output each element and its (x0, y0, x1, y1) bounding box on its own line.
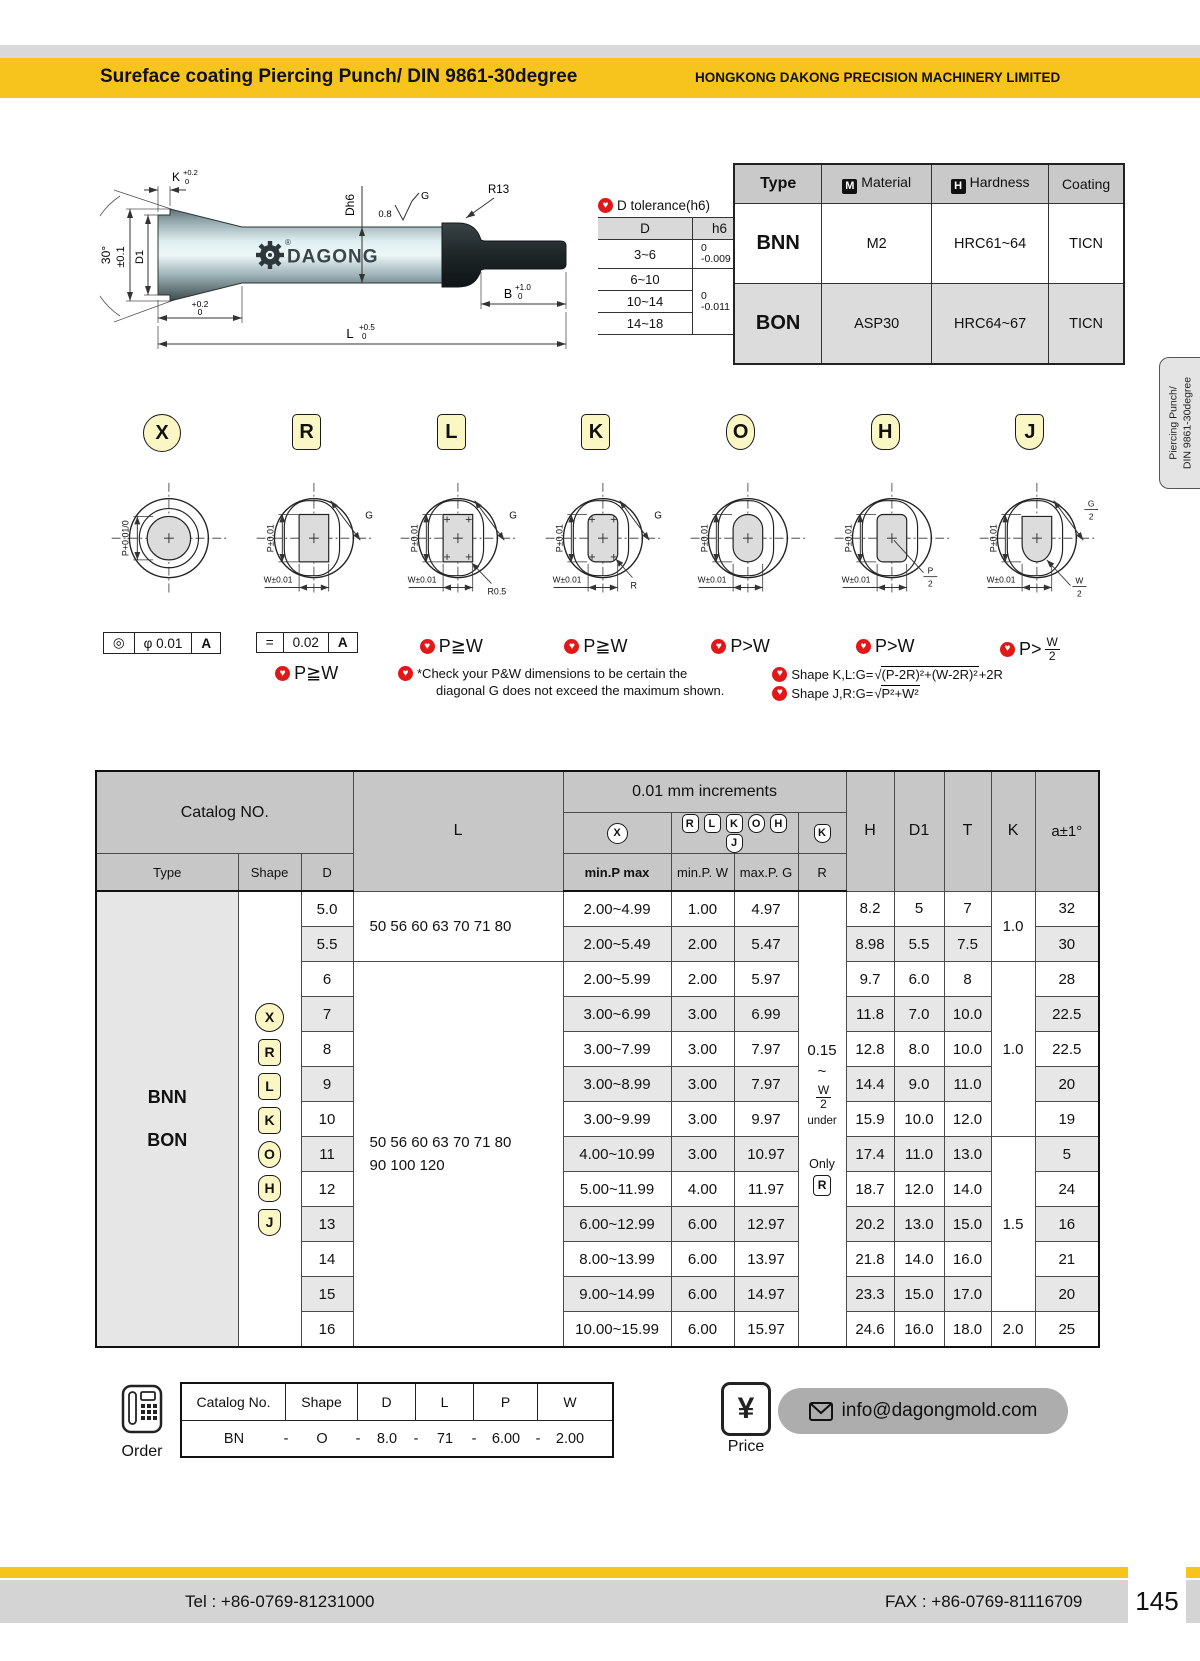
t-header: T (944, 771, 991, 891)
table-cell: 3.00~9.99 (563, 1102, 671, 1137)
table-cell: 10.97 (734, 1137, 798, 1172)
svg-text:P±0.01: P±0.01 (699, 524, 710, 553)
svg-text:P+0.01/0: P+0.01/0 (120, 520, 131, 557)
email-contact[interactable] (778, 1388, 1068, 1434)
table-cell: 5.47 (734, 927, 798, 962)
order-value: O (316, 1430, 328, 1447)
order-section (112, 1384, 172, 1461)
dim-head-tol: ±0.1 (115, 246, 127, 268)
page-header (0, 58, 1200, 98)
shape-badge-x-icon: X (255, 1003, 284, 1032)
tolerance-title: D tolerance(h6) (617, 198, 711, 213)
cross-section-k (522, 476, 670, 626)
shape-section-k (524, 414, 668, 684)
d1-header: D1 (894, 771, 944, 891)
shape-section-r (235, 414, 379, 684)
order-col-header: D (358, 1384, 416, 1420)
email-icon (809, 1402, 833, 1421)
table-cell: 15.0 (944, 1207, 991, 1242)
quality-mark-icon: ♥ (772, 667, 787, 682)
table-cell: 8 (944, 962, 991, 997)
table-cell: 12.0 (894, 1172, 944, 1207)
table-cell: 20 (1035, 1067, 1099, 1102)
svg-text:P±0.01: P±0.01 (988, 524, 999, 553)
svg-text:P±0.01: P±0.01 (554, 524, 565, 553)
price-icon: ¥ (721, 1382, 771, 1436)
cross-section-j (956, 476, 1104, 626)
table-cell: 17.0 (944, 1277, 991, 1312)
shape-section-x (90, 414, 234, 684)
hardness-icon: H (951, 179, 966, 194)
material-icon: M (842, 179, 857, 194)
table-cell: 13.0 (944, 1137, 991, 1172)
table-cell: 4.00 (671, 1172, 734, 1207)
shape-badge-k-icon: K (581, 414, 610, 450)
badge-r-icon: R (813, 1175, 831, 1196)
phone-icon (119, 1384, 165, 1436)
order-col-header: Catalog No. (182, 1384, 286, 1420)
badge-o-icon: O (748, 814, 765, 833)
side-tab-line1: Piercing Punch/ (1166, 386, 1179, 460)
quality-mark-icon: ♥ (772, 686, 787, 701)
table-cell: 22.5 (1035, 1032, 1099, 1067)
min-p-max-header: min.P max (563, 854, 671, 892)
shape-col-header: Shape (238, 854, 301, 892)
shape-badges-cell (238, 891, 301, 1347)
table-cell: 7.5 (944, 927, 991, 962)
table-cell: 16 (1035, 1207, 1099, 1242)
condition-label: ♥ P>W (856, 636, 915, 657)
quality-mark-icon: ♥ (711, 639, 726, 654)
shape-badge-h-icon: H (871, 414, 900, 450)
table-cell: 6.00 (671, 1207, 734, 1242)
shape-badge-j-icon: J (258, 1209, 281, 1236)
cross-section-r (233, 476, 381, 626)
order-value: BN (223, 1430, 245, 1447)
table-cell: 18.0 (944, 1312, 991, 1348)
table-cell: 17.4 (846, 1137, 894, 1172)
table-cell: 9.97 (734, 1102, 798, 1137)
dim-k: K (172, 170, 181, 184)
dim-dh6: Dh6 (343, 193, 357, 217)
badge-k2-icon: K (814, 824, 831, 843)
quality-mark-icon: ♥ (420, 639, 435, 654)
badge-r-icon: R (682, 814, 699, 833)
table-cell: 4.97 (734, 891, 798, 927)
tol-row: 6~10 (598, 269, 693, 291)
footer-yellow-stub (1186, 1567, 1200, 1578)
table-cell: 7 (301, 997, 353, 1032)
table-cell: 6.0 (894, 962, 944, 997)
shape-badge-r-icon: R (258, 1039, 281, 1066)
svg-text:+0.2: +0.2 (191, 299, 209, 309)
order-col-header: Shape (286, 1384, 358, 1420)
table-cell: 7.97 (734, 1032, 798, 1067)
quality-mark-icon: ♥ (275, 666, 290, 681)
punch-technical-drawing (100, 160, 590, 365)
increments-header: 0.01 mm increments (563, 771, 846, 813)
table-cell: 10.0 (944, 1032, 991, 1067)
table-cell: 16 (301, 1312, 353, 1348)
table-cell: 9 (301, 1067, 353, 1102)
x-badge-header (563, 813, 671, 854)
table-cell: 14.97 (734, 1277, 798, 1312)
g-formulas: ♥ Shape K,L:G= √ (P-2R)²+(W-2R)² +2R ♥ Shape J,R:G= √ P²+W² (772, 666, 1003, 701)
table-cell: 7.97 (734, 1067, 798, 1102)
table-cell: 5.5 (894, 927, 944, 962)
table-cell: 12 (301, 1172, 353, 1207)
table-cell: 7 (944, 891, 991, 927)
side-tab-line2: DIN 9861-30degree (1180, 376, 1193, 470)
type-row-bon: BON ASP30 HRC64~67 TICN (734, 284, 1124, 365)
order-value: 71 (436, 1430, 454, 1447)
svg-text:W±0.01: W±0.01 (697, 574, 727, 585)
catalog-no-header: Catalog NO. (96, 771, 353, 854)
shape-badge-x-icon: X (143, 414, 181, 452)
table-cell: 5.0 (301, 891, 353, 927)
svg-text:+0.2: +0.2 (183, 168, 198, 177)
svg-text:G: G (509, 510, 518, 522)
table-row (96, 891, 1099, 927)
order-col-header: W (563, 1394, 577, 1410)
svg-text:W±0.01: W±0.01 (552, 574, 582, 585)
order-example-table: Catalog No. Shape D L P W BN - O - 8.0 - 71 - 6.00 - 2.00 (180, 1382, 614, 1458)
order-label: Order (121, 1443, 163, 1460)
type-row-bnn: BNN M2 HRC61~64 TICN (734, 204, 1124, 284)
svg-text:P: P (927, 565, 934, 576)
tel-number: Tel : +86-0769-81231000 (185, 1592, 375, 1611)
table-cell: 12.0 (944, 1102, 991, 1137)
svg-text:G: G (654, 510, 662, 522)
table-cell: 9.7 (846, 962, 894, 997)
cross-section-o (667, 476, 815, 626)
table-cell: 6.99 (734, 997, 798, 1032)
order-col-header: L (416, 1384, 474, 1420)
shape-badge-l-icon: L (437, 414, 466, 450)
cross-section-x (88, 476, 236, 626)
table-cell: 15.97 (734, 1312, 798, 1348)
table-cell: 2.00 (671, 962, 734, 997)
svg-text:+0.5: +0.5 (359, 323, 375, 332)
table-cell: 12.97 (734, 1207, 798, 1242)
table-cell: 8.98 (846, 927, 894, 962)
footer-yellow-bar (0, 1567, 1128, 1578)
table-cell: 24 (1035, 1172, 1099, 1207)
notes (398, 666, 1003, 701)
shape-badge-l-icon: L (258, 1073, 281, 1100)
table-cell: 10.0 (944, 997, 991, 1032)
table-cell: 2.00~5.99 (563, 962, 671, 997)
tol-row: 3~6 (598, 240, 693, 269)
main-data-table (95, 770, 1100, 1348)
table-cell: 13.97 (734, 1242, 798, 1277)
table-cell: 3.00~6.99 (563, 997, 671, 1032)
table-cell: 10.0 (894, 1102, 944, 1137)
r-col-header: R (798, 854, 846, 892)
table-cell: 3.00 (671, 1032, 734, 1067)
table-cell: 21.8 (846, 1242, 894, 1277)
table-cell: 4.00~10.99 (563, 1137, 671, 1172)
svg-text:R: R (630, 580, 637, 591)
table-cell: 6.00 (671, 1312, 734, 1348)
dim-r13: R13 (488, 184, 510, 196)
table-cell: 16.0 (894, 1312, 944, 1348)
quality-mark-icon: ♥ (598, 198, 613, 213)
table-cell: 10 (301, 1102, 353, 1137)
tol-row: 14~18 (598, 313, 693, 335)
shape-badges-header (671, 813, 798, 854)
table-cell: 11.0 (894, 1137, 944, 1172)
condition-label: ♥ P>W (711, 636, 770, 657)
condition-label: ♥ P≧W (420, 636, 483, 657)
company-name: HONGKONG DAKONG PRECISION MACHINERY LIMITED (695, 70, 1061, 85)
shape-badge-o-icon: O (726, 414, 755, 450)
table-cell: 8.0 (894, 1032, 944, 1067)
top-gray-bar (0, 45, 1200, 58)
table-cell: 9.00~14.99 (563, 1277, 671, 1312)
shape-badge-j-icon: J (1015, 414, 1044, 450)
l-values-cell: 50 56 60 63 70 71 80 90 100 120 (353, 962, 563, 1348)
min-p-w-header: min.P. W (671, 854, 734, 892)
l-values-cell: 50 56 60 63 70 71 80 (353, 891, 563, 962)
table-cell: 6.00~12.99 (563, 1207, 671, 1242)
shape-section-j (958, 414, 1102, 684)
table-cell: 5.97 (734, 962, 798, 997)
table-cell: 16.0 (944, 1242, 991, 1277)
table-cell: 15 (301, 1277, 353, 1312)
table-cell: 20 (1035, 1277, 1099, 1312)
feature-control-frame: = 0.02 A (256, 632, 358, 653)
d-col-header: D (301, 854, 353, 892)
table-cell: 28 (1035, 962, 1099, 997)
table-cell: 3.00~7.99 (563, 1032, 671, 1067)
shape-badge-r-icon: R (292, 414, 321, 450)
badge-k-icon: K (726, 814, 743, 833)
svg-text:P±0.01: P±0.01 (409, 524, 420, 553)
max-p-g-header: max.P. G (734, 854, 798, 892)
table-cell: 5 (894, 891, 944, 927)
table-cell: 8.2 (846, 891, 894, 927)
k-merged-cell: 1.5 (991, 1137, 1035, 1312)
svg-text:0: 0 (362, 332, 367, 341)
table-cell: 2.00~4.99 (563, 891, 671, 927)
table-cell: 15.0 (894, 1277, 944, 1312)
badge-h-icon: H (770, 814, 787, 833)
table-cell: 11.0 (944, 1067, 991, 1102)
table-cell: 5.5 (301, 927, 353, 962)
condition-label: ♥ P≧W (275, 663, 338, 684)
table-cell: 3.00 (671, 997, 734, 1032)
table-cell: 13 (301, 1207, 353, 1242)
table-cell: 8 (301, 1032, 353, 1067)
svg-text:2: 2 (1088, 511, 1094, 522)
side-tab (1159, 357, 1200, 489)
shape-section-h (813, 414, 957, 684)
dim-g: G (421, 190, 430, 202)
table-cell: 24.6 (846, 1312, 894, 1348)
tol-col-d: D (598, 218, 693, 240)
table-cell: 1.00 (671, 891, 734, 927)
table-cell: 11.8 (846, 997, 894, 1032)
svg-text:W: W (1075, 575, 1084, 586)
table-cell: 3.00~8.99 (563, 1067, 671, 1102)
badge-j-icon: J (726, 834, 743, 853)
r-merged-cell: 0.15 ~ $\frac{W}{2}$ under Only R (798, 891, 846, 1347)
type-material-table: Type M Material H Hardness Coating BNN M2 HRC61~64 TICN BON ASP30 HRC64~67 TICN (733, 163, 1125, 365)
svg-text:R0.5: R0.5 (487, 586, 507, 597)
table-cell: 20.2 (846, 1207, 894, 1242)
table-cell: 14.0 (894, 1242, 944, 1277)
svg-text:0: 0 (185, 177, 190, 186)
table-cell: 12.8 (846, 1032, 894, 1067)
table-cell: 14.0 (944, 1172, 991, 1207)
dim-d1: D1 (134, 249, 146, 265)
table-cell: 19 (1035, 1102, 1099, 1137)
k-header: K (991, 771, 1035, 891)
table-cell: 32 (1035, 891, 1099, 927)
svg-text:W±0.01: W±0.01 (986, 574, 1016, 585)
footer-gray-stub (1186, 1580, 1200, 1623)
tol-row: 10~14 (598, 291, 693, 313)
shape-badge-o-icon: O (258, 1141, 281, 1168)
logo-text: DAGONG (287, 246, 379, 268)
order-col-header: P (474, 1384, 538, 1420)
table-cell: 2.00~5.49 (563, 927, 671, 962)
table-cell: 5 (1035, 1137, 1099, 1172)
shape-section-o (669, 414, 813, 684)
table-cell: 23.3 (846, 1277, 894, 1312)
svg-text:2: 2 (1076, 588, 1082, 599)
svg-text:+1.0: +1.0 (515, 283, 531, 292)
order-value: 8.0 (376, 1430, 398, 1447)
email-address: info@dagongmold.com (841, 1400, 1038, 1421)
tol-col-h6: h6 (693, 218, 747, 240)
k-badge-header (798, 813, 846, 854)
svg-text:2: 2 (928, 578, 934, 589)
type-col-header: Type (96, 854, 238, 892)
table-cell: 18.7 (846, 1172, 894, 1207)
quality-mark-icon: ♥ (564, 639, 579, 654)
table-cell: 6.00 (671, 1242, 734, 1277)
k-merged-cell: 2.0 (991, 1312, 1035, 1348)
svg-text:P±0.01: P±0.01 (843, 524, 854, 553)
table-cell: 14 (301, 1242, 353, 1277)
svg-text:G: G (364, 510, 373, 522)
page-title: Sureface coating Piercing Punch/ DIN 9861-30degree (100, 66, 578, 87)
svg-text:P±0.01: P±0.01 (265, 524, 276, 553)
table-cell: 21 (1035, 1242, 1099, 1277)
svg-text:W±0.01: W±0.01 (407, 574, 437, 585)
badge-l-icon: L (704, 814, 721, 833)
type-header: Type (734, 164, 822, 204)
shape-badge-h-icon: H (258, 1175, 281, 1202)
punch-drawing-svg (100, 160, 590, 360)
footer-bar (0, 1580, 1128, 1623)
k-merged-cell: 1.0 (991, 891, 1035, 962)
check-note: ♥ *Check your P&W dimensions to be certain the diagonal G does not exceed the maximum shown. (398, 666, 724, 701)
table-cell: 25 (1035, 1312, 1099, 1348)
table-cell: 11 (301, 1137, 353, 1172)
table-cell: 11.97 (734, 1172, 798, 1207)
table-cell: 3.00 (671, 1137, 734, 1172)
table-cell: 10.00~15.99 (563, 1312, 671, 1348)
table-cell: 15.9 (846, 1102, 894, 1137)
registered-mark: ® (285, 238, 291, 247)
condition-label: ♥ P> $\frac{W}{2}$ (1000, 636, 1060, 662)
h-header: H (846, 771, 894, 891)
feature-control-frame: ◎ φ 0.01 A (103, 632, 221, 654)
price-section (716, 1382, 776, 1456)
table-cell: 9.0 (894, 1067, 944, 1102)
condition-label: ♥ P≧W (564, 636, 627, 657)
order-value: 2.00 (555, 1430, 585, 1447)
table-cell: 13.0 (894, 1207, 944, 1242)
svg-text:0: 0 (518, 292, 523, 301)
angle-header: a±1° (1035, 771, 1099, 891)
quality-mark-icon: ♥ (1000, 642, 1015, 657)
shape-sections (90, 414, 1102, 684)
table-cell: 7.0 (894, 997, 944, 1032)
table-cell: 3.00 (671, 1102, 734, 1137)
dim-b: B (503, 287, 513, 301)
cross-section-h (811, 476, 959, 626)
table-cell: 6 (301, 962, 353, 997)
svg-text:G: G (1087, 498, 1095, 509)
table-cell: 3.00 (671, 1067, 734, 1102)
quality-mark-icon: ♥ (398, 666, 413, 681)
table-cell: 30 (1035, 927, 1099, 962)
badge-x-icon: X (607, 823, 628, 844)
d-tolerance-table: ♥ D tolerance(h6) D h6 3~6 0 -0.009 6~10 0 -0.011 10~14 14~18 (598, 198, 748, 335)
order-value: 6.00 (491, 1430, 521, 1447)
dim-l: L (346, 326, 354, 341)
svg-text:0: 0 (197, 307, 203, 317)
table-cell: 2.00 (671, 927, 734, 962)
fax-number: FAX : +86-0769-81116709 (885, 1592, 1083, 1611)
table-cell: 14.4 (846, 1067, 894, 1102)
type-cell: BNN BON (96, 891, 238, 1347)
dim-roughness: 0.8 (378, 209, 392, 220)
shape-badge-k-icon: K (258, 1107, 281, 1134)
price-label: Price (727, 1438, 765, 1455)
table-cell: 5.00~11.99 (563, 1172, 671, 1207)
k-merged-cell: 1.0 (991, 962, 1035, 1137)
shape-section-l (379, 414, 523, 684)
table-cell: 6.00 (671, 1277, 734, 1312)
page-number: 145 (1128, 1580, 1186, 1623)
table-cell: 22.5 (1035, 997, 1099, 1032)
punch-tip (442, 223, 566, 287)
table-cell: 8.00~13.99 (563, 1242, 671, 1277)
quality-mark-icon: ♥ (856, 639, 871, 654)
dim-angle: 30° (100, 245, 113, 265)
svg-text:W±0.01: W±0.01 (263, 574, 293, 585)
svg-text:W±0.01: W±0.01 (841, 574, 871, 585)
cross-section-l (377, 476, 525, 626)
l-header: L (353, 771, 563, 891)
